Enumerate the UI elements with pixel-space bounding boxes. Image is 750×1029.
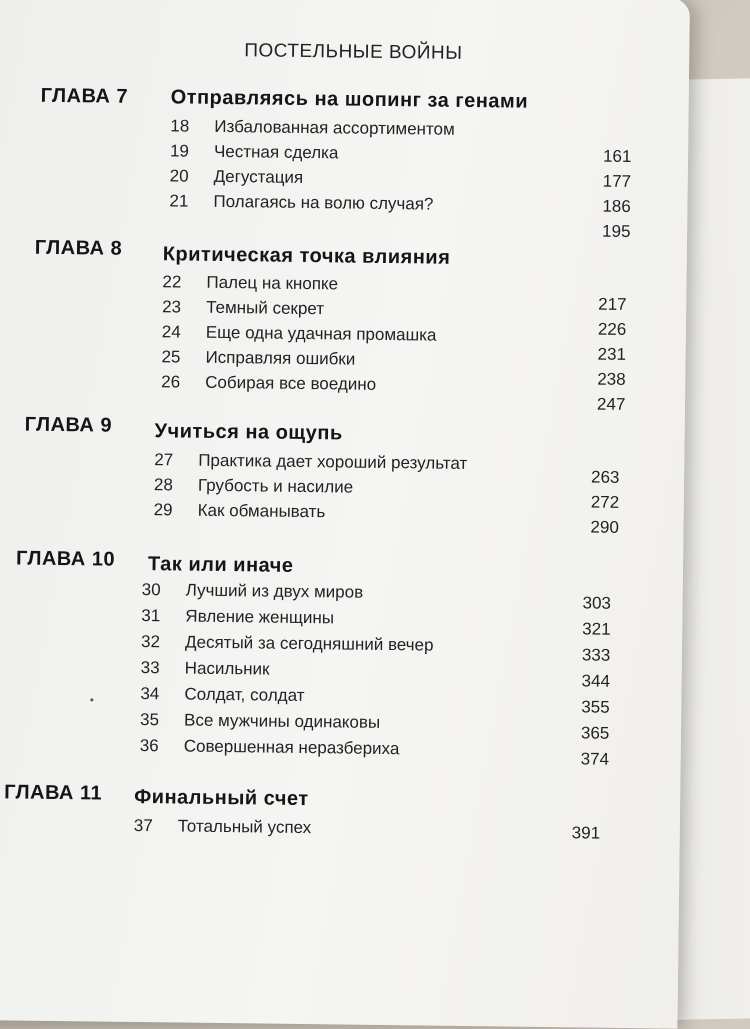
entry-title: Исправляя ошибки — [205, 348, 355, 370]
entry-title: Десятый за сегодняшний вечер — [185, 633, 434, 656]
entry-number: 36 — [140, 736, 159, 756]
chapter-label: ГЛАВА 7 — [41, 85, 129, 109]
page-number: 290 — [590, 517, 619, 537]
chapter-title: Так или иначе — [148, 553, 294, 578]
entry-title: Практика дает хороший результат — [198, 451, 467, 474]
chapter-label: ГЛАВА 9 — [25, 414, 113, 438]
page-number: 321 — [582, 619, 611, 639]
entry-title: Собирая все воедино — [205, 373, 376, 395]
page-number: 333 — [582, 645, 611, 665]
page-number: 344 — [581, 671, 610, 691]
entry-number: 24 — [162, 322, 181, 342]
entry-number: 23 — [162, 297, 181, 317]
entry-title: Полагаясь на волю случая? — [213, 192, 433, 215]
entry-title: Тотальный успех — [178, 816, 312, 838]
entry-number: 28 — [154, 475, 173, 495]
entry-number: 22 — [162, 272, 181, 292]
chapter-title: Отправляясь на шопинг за генами — [171, 86, 529, 113]
entry-number: 26 — [161, 372, 180, 392]
entry-number: 27 — [154, 450, 173, 470]
page-number: 355 — [581, 697, 610, 717]
chapter-label: ГЛАВА 8 — [35, 237, 123, 261]
entry-number: 35 — [140, 710, 159, 730]
entry-title: Дегустация — [214, 167, 304, 188]
ink-speck — [90, 698, 93, 701]
entry-number: 33 — [141, 658, 160, 678]
page-number: 365 — [581, 723, 610, 743]
chapter-title: Критическая точка влияния — [163, 243, 451, 270]
entry-title: Избалованная ассортиментом — [214, 117, 455, 140]
chapter-title: Учиться на ощупь — [154, 420, 342, 445]
entry-title: Честная сделка — [214, 142, 339, 164]
page-number: 238 — [597, 370, 626, 390]
page-number: 161 — [603, 147, 632, 167]
entry-number: 18 — [170, 116, 189, 136]
entry-title: Темный секрет — [206, 298, 324, 319]
page-number: 186 — [602, 197, 631, 217]
page-number: 231 — [597, 345, 626, 365]
entry-title: Все мужчины одинаковы — [184, 711, 380, 733]
entry-number: 32 — [141, 632, 160, 652]
entry-number: 30 — [142, 580, 161, 600]
entry-number: 34 — [140, 684, 159, 704]
entry-title: Явление женщины — [185, 607, 334, 629]
entry-number: 31 — [141, 606, 160, 626]
entry-title: Грубость и насилие — [198, 476, 353, 498]
page-number: 374 — [581, 749, 610, 769]
page-number: 217 — [598, 295, 627, 315]
entry-number: 25 — [161, 347, 180, 367]
entry-title: Совершенная неразбериха — [184, 737, 400, 760]
entry-number: 37 — [134, 816, 153, 836]
page-number: 391 — [572, 823, 601, 843]
entry-title: Палец на кнопке — [206, 273, 338, 295]
page-number: 263 — [591, 468, 620, 488]
page-number: 195 — [602, 222, 631, 242]
entry-title: Как обманывать — [198, 501, 326, 523]
page-number: 303 — [582, 593, 611, 613]
chapter-label: ГЛАВА 10 — [16, 547, 115, 571]
page-number: 247 — [597, 395, 626, 415]
chapter-title: Финальный счет — [134, 786, 309, 811]
entry-number: 29 — [154, 500, 173, 520]
entry-title: Насильник — [185, 659, 270, 680]
entry-title: Лучший из двух миров — [186, 581, 364, 603]
entry-title: Еще одна удачная промашка — [206, 323, 437, 346]
entry-number: 21 — [169, 191, 188, 211]
page-number: 177 — [603, 172, 632, 192]
entry-title: Солдат, солдат — [184, 685, 304, 706]
page-number: 272 — [591, 493, 620, 513]
entry-number: 19 — [170, 141, 189, 161]
running-head: ПОСТЕЛЬНЫЕ ВОЙНЫ — [244, 40, 463, 65]
chapter-label: ГЛАВА 11 — [4, 781, 102, 805]
page-number: 226 — [598, 320, 627, 340]
entry-number: 20 — [170, 166, 189, 186]
